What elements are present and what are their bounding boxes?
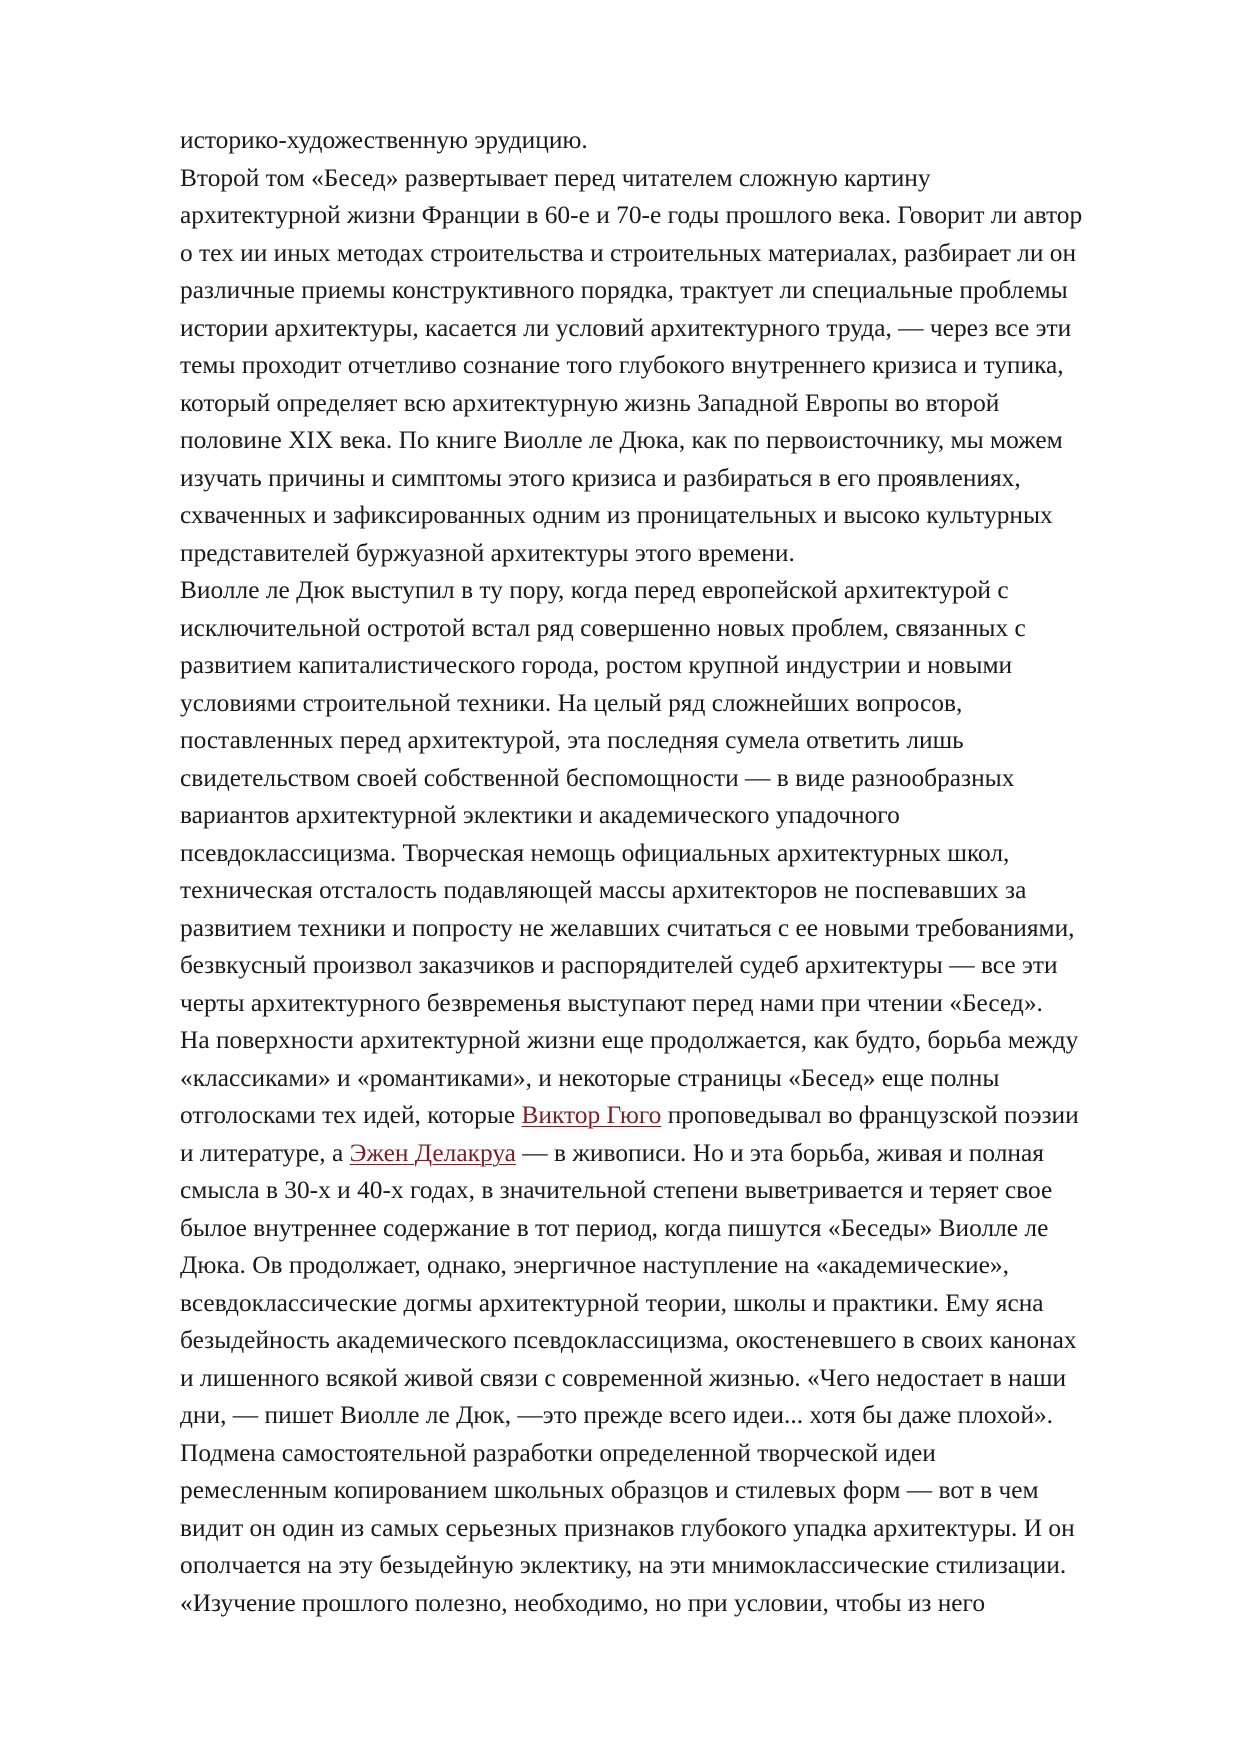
text-line-35: дни, — пишет Виолле ле Дюк, —это прежде всего идеи... хотя бы даже плохой». [180, 1401, 1053, 1429]
text-line-31: Дюка. Ов продолжает, однако, энергичное наступление на «академические», [180, 1251, 1009, 1279]
text-line-16: условиями строительной техники. На целый ряд сложнейших вопросов, [180, 688, 963, 717]
text-line-25: На поверхности архитектурной жизни еще продолжается, как будто, борьба между [180, 1026, 1079, 1054]
link-victor-hugo[interactable]: Виктор Гюго [521, 1101, 662, 1129]
text-line-36: Подмена самостоятельной разработки определенной творческой идеи [180, 1438, 936, 1467]
text-line-40: «Изучение прошлого полезно, необходимо, но при условии, чтобы из него [180, 1588, 986, 1617]
text-line-27-after: проповедывал во французской поэзии [661, 1101, 1079, 1129]
text-line-32: всевдоклассические догмы архитектурной теории, школы и практики. Ему ясна [180, 1288, 1044, 1317]
text-line-22: развитием техники и попросту не желавших считаться с ее новыми требованиями, [180, 913, 1075, 942]
text-line-26: «классиками» и «романтиками», и некоторые страницы «Бесед» еще полны [180, 1063, 1000, 1092]
text-line-20: псевдоклассицизма. Творческая немощь официальных архитектурных школ, [180, 838, 1010, 867]
text-line-33: безыдейность академического псевдоклассицизма, окостеневшего в своих канонах [180, 1326, 1077, 1354]
text-line-37: ремесленным копированием школьных образцов и стилевых форм — вот в чем [180, 1476, 1039, 1504]
text-line-10: изучать причины и симптомы этого кризиса и разбираться в его проявлениях, [180, 463, 1021, 492]
text-line-5: различные приемы конструктивного порядка, трактует ли специальные проблемы [180, 276, 1068, 304]
text-line-29: смысла в 30-х и 40-х годах, в значительной степени выветривается и теряет свое [180, 1176, 1053, 1204]
text-line-27 [180, 1097, 1170, 1135]
text-line-12: представителей буржуазной архитектуры этого времени. [180, 538, 795, 567]
text-line-11: схваченных и зафиксированных одним из проницательных и высоко культурных [180, 501, 1053, 529]
text-line-28-before: и литературе, а [180, 1138, 350, 1167]
text-line-4: о тех ии иных методах строительства и строительных материалах, разбирает ли он [180, 238, 1077, 267]
body-text [180, 122, 1170, 1622]
text-line-15: развитием капиталистического города, ростом крупной индустрии и новыми [180, 651, 1013, 679]
text-line-3: архитектурной жизни Франции в 60-е и 70-е годы прошлого века. Говорит ли автор [180, 201, 1083, 229]
text-line-13: Виолле ле Дюк выступил в ту пору, когда перед европейской архитектурой с [180, 576, 1009, 604]
text-line-39: ополчается на эту безыдейную эклектику, на эти мнимоклассические стилизации. [180, 1551, 1067, 1579]
text-line-24: черты архитектурного безвременья выступают перед нами при чтении «Бесед». [180, 988, 1043, 1017]
text-line-28-after: — в живописи. Но и эта борьба, живая и полная [515, 1138, 1044, 1167]
text-line-19: вариантов архитектурной эклектики и академического упадочного [180, 801, 900, 829]
text-line-27-before: отголосками тех идей, которые [180, 1101, 522, 1129]
text-line-2: Второй том «Бесед» развертывает перед читателем сложную картину [180, 163, 931, 192]
text-line-8: который определяет всю архитектурную жизнь Западной Европы во второй [180, 388, 1000, 417]
text-line-30: былое внутреннее содержание в тот период, когда пишутся «Беседы» Виолле ле [180, 1213, 1049, 1242]
text-line-28 [180, 1135, 1170, 1173]
text-line-21: техническая отсталость подавляющей массы архитекторов не поспевавших за [180, 876, 1027, 904]
text-line-23: безвкусный произвол заказчиков и распорядителей судеб архитектуры — все эти [180, 951, 1058, 979]
text-line-6: истории архитектуры, касается ли условий архитектурного труда, — через все эти [180, 313, 1072, 342]
text-line-14: исключительной остротой встал ряд совершенно новых проблем, связанных с [180, 613, 1026, 642]
text-line-38: видит он один из самых серьезных признаков глубокого упадка архитектуры. И он [180, 1513, 1075, 1542]
text-line-17: поставленных перед архитектурой, эта последняя сумела ответить лишь [180, 726, 964, 754]
text-line-18: свидетельством своей собственной беспомощности — в виде разнообразных [180, 763, 1015, 792]
text-line-1: историко-художественную эрудицию. [180, 126, 588, 154]
link-eugene-delacroix[interactable]: Эжен Делакруа [349, 1138, 516, 1167]
text-line-34: и лишенного всякой живой связи с современной жизнью. «Чего недостает в наши [180, 1363, 1067, 1392]
text-line-7: темы проходит отчетливо сознание того глубокого внутреннего кризиса и тупика, [180, 351, 1064, 379]
text-line-9: половине XIX века. По книге Виолле ле Дюка, как по первоисточнику, мы можем [180, 426, 1063, 454]
